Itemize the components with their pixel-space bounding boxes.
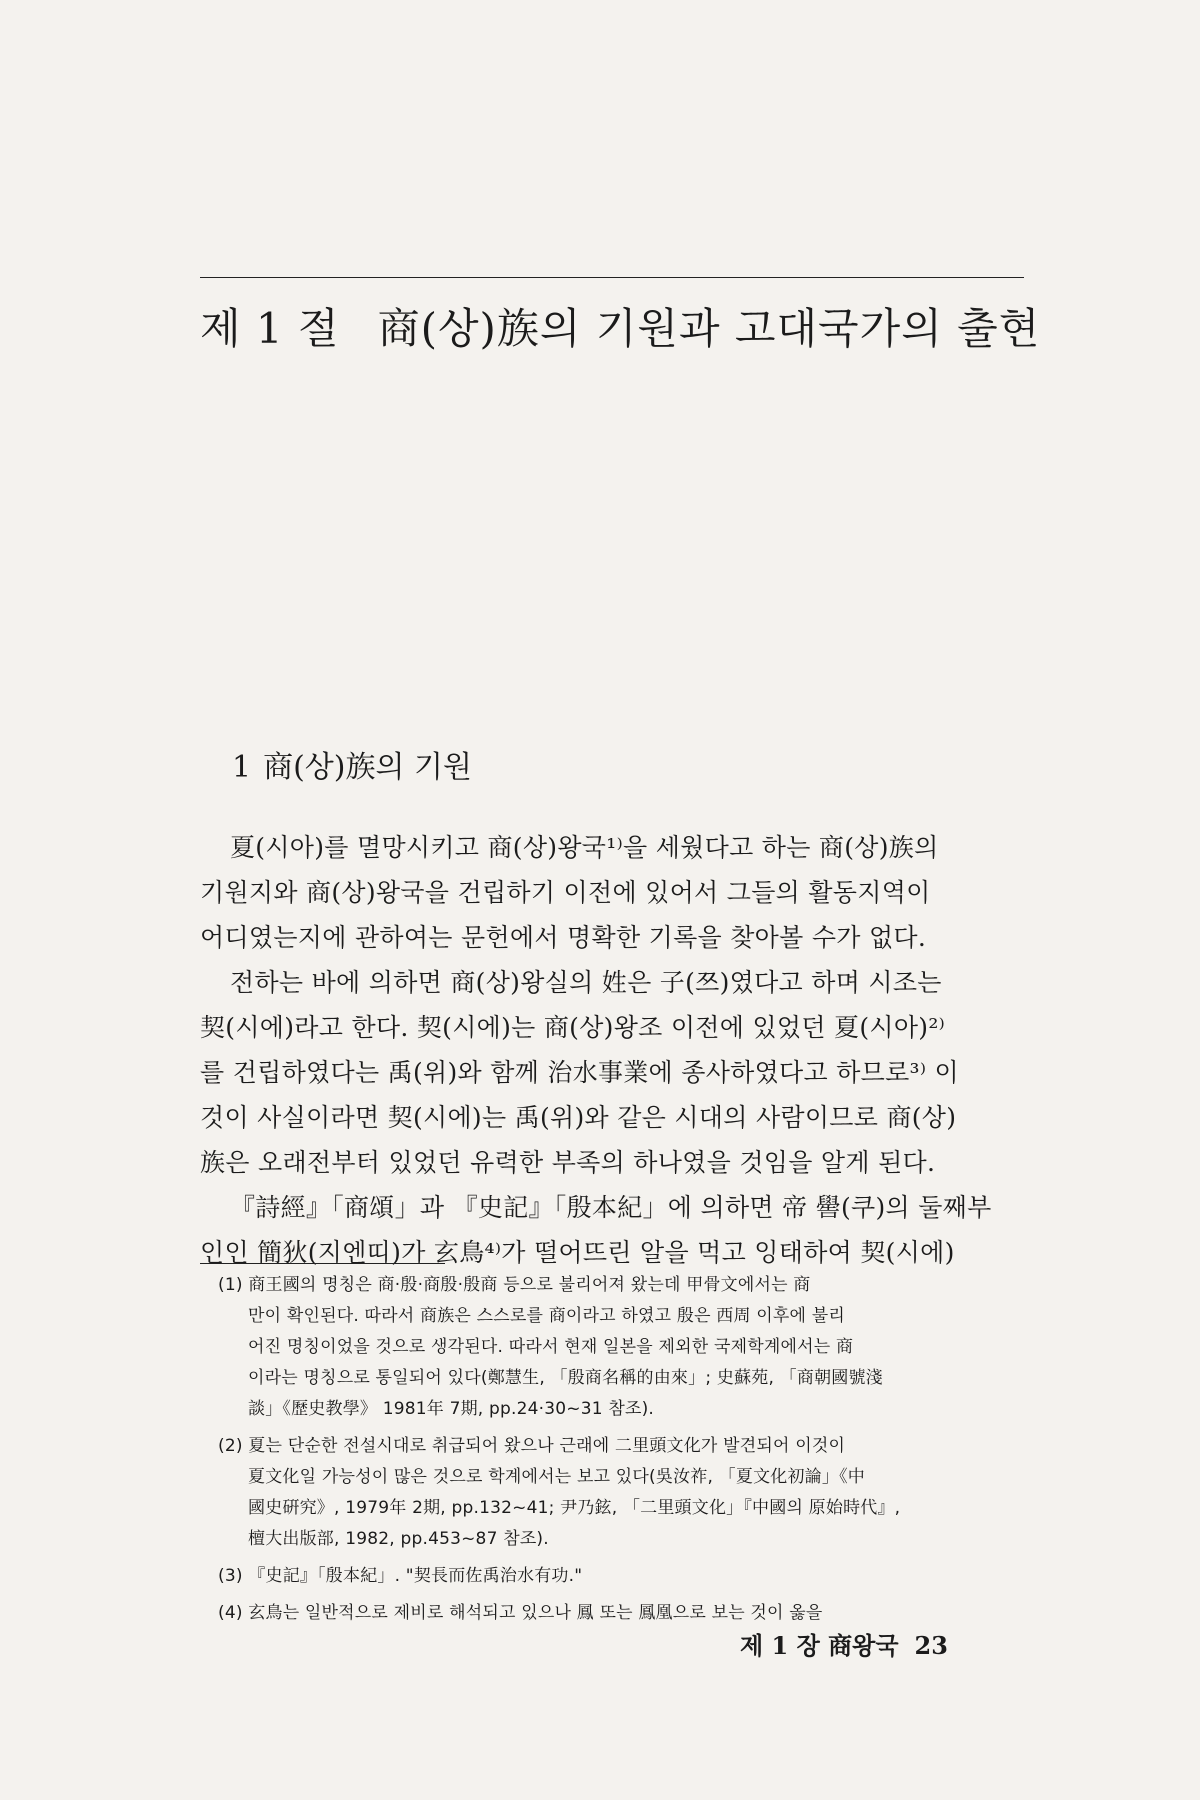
body-line: 기원지와 商(상)왕국을 건립하기 이전에 있어서 그들의 활동지역이 — [200, 878, 931, 907]
body-line: 를 건립하였다는 禹(위)와 함께 治水事業에 종사하였다고 하므로³⁾ 이 — [200, 1058, 959, 1087]
heading-title: 商(상)族의 기원과 고대국가의 출현 — [377, 304, 1041, 353]
body-line: 인인 簡狄(지엔띠)가 玄鳥⁴⁾가 떨어뜨린 알을 먹고 잉태하여 契(시에) — [200, 1238, 955, 1267]
body-line: 『詩經』「商頌」과 『史記』「殷本紀」에 의하면 帝 嚳(쿠)의 둘째부 — [230, 1193, 992, 1222]
footnote-marker: (4) — [218, 1603, 243, 1623]
footnote-line: 만이 확인된다. 따라서 商族은 스스로를 商이라고 하였고 殷은 西周 이후에 불리 — [248, 1306, 846, 1326]
footnote-marker: (2) — [218, 1436, 243, 1456]
page-number: 23 — [914, 1631, 948, 1660]
footnote-line: 夏文化일 가능성이 많은 것으로 학계에서는 보고 있다(吳汝祚, 「夏文化初論」《中 — [248, 1467, 865, 1487]
footnote-line: 談」《歷史教學》 1981年 7期, pp.24·30~31 참조). — [248, 1399, 655, 1419]
body-line: 契(시에)라고 한다. 契(시에)는 商(상)왕조 이전에 있었던 夏(시아)²⁾ — [200, 1013, 946, 1042]
body-line: 族은 오래전부터 있었던 유력한 부족의 하나였을 것임을 알게 된다. — [200, 1148, 936, 1177]
section-number: 1 — [232, 750, 252, 785]
heading-number-label: 제 1 절 — [200, 304, 340, 353]
body-line: 전하는 바에 의하면 商(상)왕실의 姓은 子(쯔)였다고 하며 시조는 — [230, 968, 942, 997]
running-footer-chapter: 제 1 장 商왕국 — [740, 1631, 899, 1660]
section-heading — [232, 742, 472, 786]
body-line: 것이 사실이라면 契(시에)는 禹(위)와 같은 시대의 사람이므로 商(상) — [200, 1103, 957, 1132]
footnote-line: 玄鳥는 일반적으로 제비로 해석되고 있으나 鳳 또는 鳳凰으로 보는 것이 옳을 — [248, 1603, 823, 1623]
running-footer — [740, 1626, 948, 1661]
footnote-rule — [200, 1263, 445, 1264]
footnote-marker: (3) — [218, 1566, 243, 1586]
footnote-1 — [218, 1270, 1034, 1425]
footnote-line: 『史記』「殷本紀」. "契長而佐禹治水有功." — [248, 1566, 583, 1586]
footnote-4 — [218, 1598, 1034, 1629]
footnote-3 — [218, 1561, 1034, 1592]
footnote-line: 國史硏究》, 1979年 2期, pp.132~41; 尹乃鉉, 「二里頭文化」『中國의 原始時代』, — [248, 1498, 901, 1518]
heading-rule — [200, 277, 1024, 278]
chapter-heading — [200, 296, 1040, 356]
footnotes — [218, 1270, 1034, 1635]
footnote-line: 商王國의 명칭은 商·殷·商殷·殷商 등으로 불리어져 왔는데 甲骨文에서는 商 — [248, 1275, 811, 1295]
footnote-line: 어진 명칭이었을 것으로 생각된다. 따라서 현재 일본을 제외한 국제학계에서는 商 — [248, 1337, 854, 1357]
footnote-2 — [218, 1431, 1034, 1555]
body-line: 어디였는지에 관하여는 문헌에서 명확한 기록을 찾아볼 수가 없다. — [200, 923, 927, 952]
footnote-line: 檀大出版部, 1982, pp.453~87 참조). — [248, 1529, 549, 1549]
body-text — [200, 825, 1030, 1275]
section-title: 商(상)族의 기원 — [263, 750, 472, 785]
body-line: 夏(시아)를 멸망시키고 商(상)왕국¹⁾을 세웠다고 하는 商(상)族의 — [230, 833, 939, 862]
footnote-line: 夏는 단순한 전설시대로 취급되어 왔으나 근래에 二里頭文化가 발견되어 이것이 — [248, 1436, 846, 1456]
footnote-line: 이라는 명칭으로 통일되어 있다(鄭慧生, 「殷商名稱的由來」; 史蘇苑, 「商朝國號淺 — [248, 1368, 883, 1388]
footnote-marker: (1) — [218, 1275, 243, 1295]
